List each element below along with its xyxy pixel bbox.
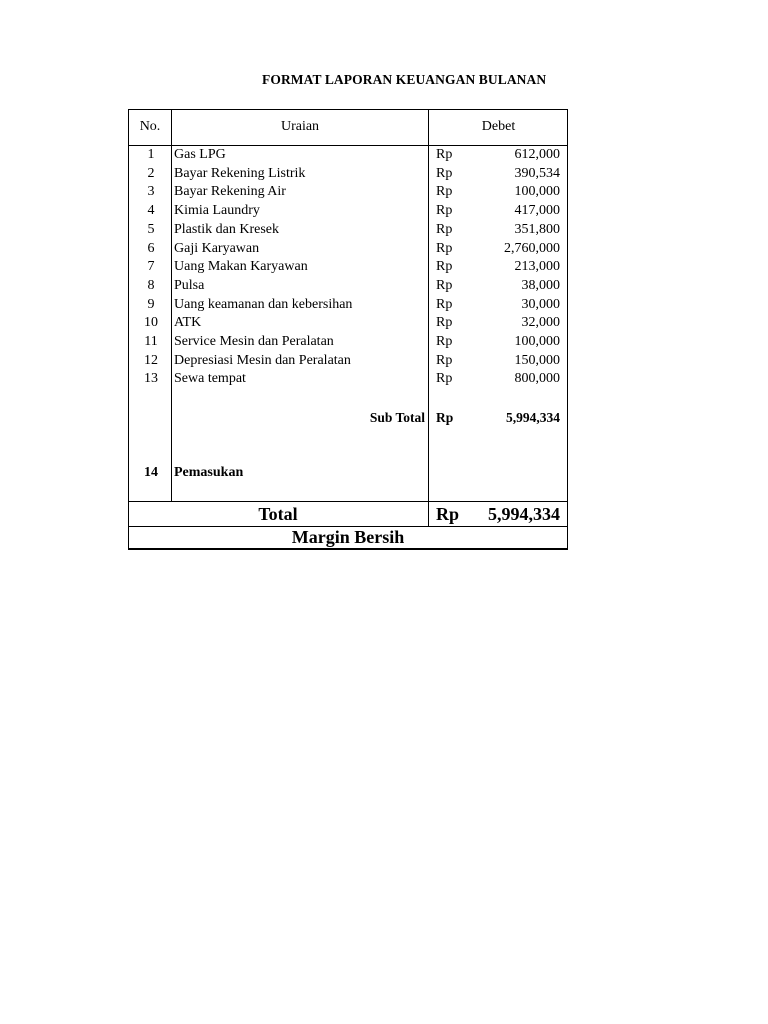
item-description: ATK xyxy=(174,315,202,331)
item-amount: 417,000 xyxy=(514,203,560,219)
item-description: Depresiasi Mesin dan Peralatan xyxy=(174,352,351,368)
subtotal-currency: Rp xyxy=(436,410,454,425)
item-amount: 150,000 xyxy=(514,352,560,368)
item-amount: 38,000 xyxy=(521,277,560,293)
subtotal-label: Sub Total xyxy=(369,410,425,425)
item-description: Bayar Rekening Listrik xyxy=(174,165,306,181)
item-amount: 800,000 xyxy=(514,371,560,387)
total-currency: Rp xyxy=(436,504,460,524)
income-number: 14 xyxy=(144,465,158,480)
item-amount: 32,000 xyxy=(521,315,560,331)
item-currency: Rp xyxy=(436,184,453,200)
item-amount: 30,000 xyxy=(521,296,560,312)
subtotal-amount: 5,994,334 xyxy=(506,410,560,425)
item-currency: Rp xyxy=(436,371,453,387)
item-currency: Rp xyxy=(436,147,453,162)
header-no: No. xyxy=(139,119,161,134)
table-right-border xyxy=(567,109,568,550)
item-description: Plastik dan Kresek xyxy=(174,221,279,237)
item-number: 7 xyxy=(147,259,155,275)
item-description: Gaji Karyawan xyxy=(174,240,260,256)
item-description: Sewa tempat xyxy=(174,371,246,387)
item-currency: Rp xyxy=(436,296,453,312)
item-number: 9 xyxy=(147,296,155,312)
item-amount: 390,534 xyxy=(514,165,560,181)
item-description: Pulsa xyxy=(174,277,205,293)
item-currency: Rp xyxy=(436,240,453,256)
header-uraian: Uraian xyxy=(280,119,320,134)
total-label: Total xyxy=(258,504,298,524)
item-number: 11 xyxy=(144,334,158,349)
item-currency: Rp xyxy=(436,203,453,219)
column-divider-uraian xyxy=(428,109,429,526)
item-number: 3 xyxy=(147,184,155,200)
item-number: 2 xyxy=(147,165,155,181)
item-amount: 2,760,000 xyxy=(504,240,560,256)
income-label: Pemasukan xyxy=(174,465,244,480)
item-number: 5 xyxy=(147,221,155,237)
item-number: 10 xyxy=(144,315,158,331)
item-number: 8 xyxy=(147,277,155,293)
report-title: FORMAT LAPORAN KEUANGAN BULANAN xyxy=(262,72,547,87)
total-top-border xyxy=(128,501,568,502)
item-description: Gas LPG xyxy=(174,147,226,162)
header-debet: Debet xyxy=(481,119,516,134)
item-amount: 351,800 xyxy=(514,221,560,237)
item-amount: 612,000 xyxy=(514,147,560,162)
report-table xyxy=(128,109,568,550)
table-left-border xyxy=(128,109,129,550)
item-amount: 213,000 xyxy=(514,259,560,275)
item-number: 4 xyxy=(147,203,155,219)
total-amount: 5,994,334 xyxy=(488,504,560,524)
item-currency: Rp xyxy=(436,165,453,181)
item-number: 12 xyxy=(144,352,158,368)
item-currency: Rp xyxy=(436,334,453,349)
margin-label: Margin Bersih xyxy=(291,527,405,547)
table-top-border xyxy=(128,109,568,110)
item-number: 6 xyxy=(147,240,155,256)
item-description: Bayar Rekening Air xyxy=(174,184,286,200)
item-number: 1 xyxy=(147,147,155,162)
item-amount: 100,000 xyxy=(514,184,560,200)
item-currency: Rp xyxy=(436,221,453,237)
item-amount: 100,000 xyxy=(514,334,560,349)
item-description: Service Mesin dan Peralatan xyxy=(174,334,334,349)
item-currency: Rp xyxy=(436,259,453,275)
item-description: Uang Makan Karyawan xyxy=(174,259,308,275)
item-description: Kimia Laundry xyxy=(174,203,260,219)
item-currency: Rp xyxy=(436,315,453,331)
item-number: 13 xyxy=(144,371,158,387)
item-description: Uang keamanan dan kebersihan xyxy=(174,296,353,312)
table-bottom-border xyxy=(128,548,568,550)
item-currency: Rp xyxy=(436,352,453,368)
item-currency: Rp xyxy=(436,277,453,293)
